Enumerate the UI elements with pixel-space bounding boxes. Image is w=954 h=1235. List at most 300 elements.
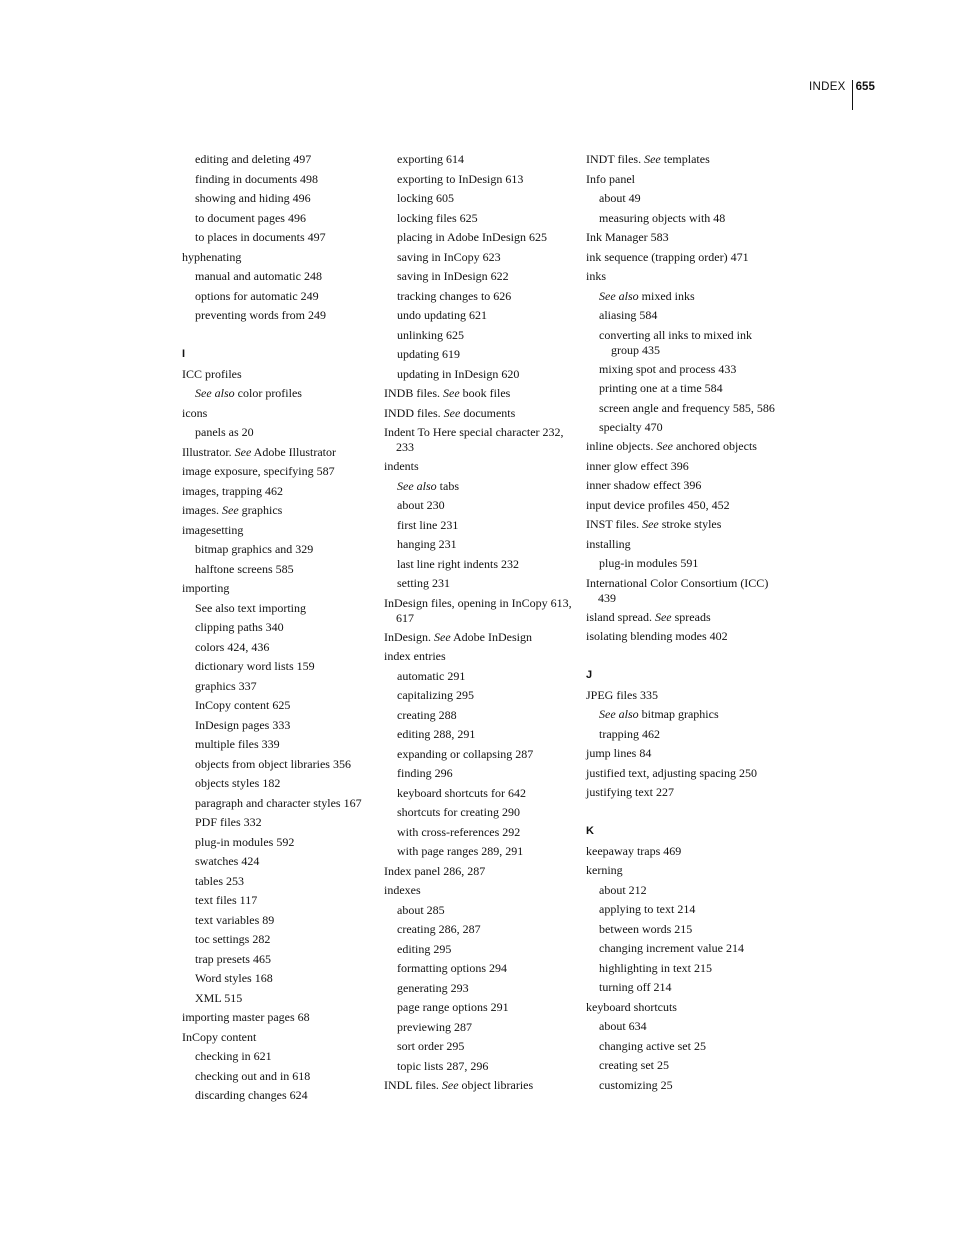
entry-text: importing xyxy=(182,581,230,595)
index-subentry xyxy=(586,961,776,976)
entry-text: options for automatic 249 xyxy=(195,288,319,303)
entry-term: Illustrator. xyxy=(182,444,232,459)
index-subentry xyxy=(182,425,377,440)
entry-text: clipping paths 340 xyxy=(195,620,284,634)
cross-reference-label: See xyxy=(654,609,672,624)
index-subentry xyxy=(384,269,579,284)
index-subentry xyxy=(384,328,579,343)
index-subentry xyxy=(182,815,377,830)
index-entry xyxy=(586,459,776,474)
index-subentry xyxy=(586,211,776,226)
entry-text: spreads xyxy=(674,609,711,624)
entry-text: plug-in modules 592 xyxy=(195,834,295,849)
index-subentry xyxy=(182,211,377,226)
index-entry xyxy=(586,517,776,532)
index-entry xyxy=(384,864,579,879)
entry-text: justified text, adjusting spacing 250 xyxy=(586,765,757,780)
index-subentry xyxy=(384,1020,579,1035)
entry-text: paragraph and character styles 167 xyxy=(195,795,362,810)
index-subentry xyxy=(384,766,579,781)
index-subentry xyxy=(384,289,579,304)
index-subentry xyxy=(586,727,776,742)
entry-text: updating in InDesign 620 xyxy=(397,366,520,381)
index-subentry xyxy=(586,941,776,956)
entry-term: inline objects. xyxy=(586,439,654,453)
index-subentry xyxy=(182,796,377,811)
entry-text: with page ranges 289, 291 xyxy=(397,844,524,858)
index-subentry xyxy=(384,308,579,323)
index-subentry xyxy=(384,825,579,840)
index-subentry xyxy=(182,991,377,1006)
section-letter: I xyxy=(182,348,186,360)
entry-text: plug-in modules 591 xyxy=(599,556,699,570)
index-subentry xyxy=(384,805,579,820)
entry-text: graphics 337 xyxy=(195,678,257,693)
index-entry xyxy=(586,610,776,625)
index-subentry xyxy=(384,1000,579,1015)
entry-text: about 634 xyxy=(599,1019,647,1033)
entry-text: book files xyxy=(462,386,511,400)
index-entry xyxy=(384,596,579,626)
entry-text: about 212 xyxy=(599,882,647,897)
index-subentry xyxy=(182,289,377,304)
entry-text: about 285 xyxy=(397,902,445,917)
index-entry xyxy=(586,478,776,493)
index-subentry xyxy=(182,718,377,733)
index-entry xyxy=(586,537,776,552)
entry-text: inks xyxy=(586,269,607,283)
entry-text: toc settings 282 xyxy=(195,932,271,946)
entry-text: Word styles 168 xyxy=(195,971,273,985)
index-entry xyxy=(586,766,776,781)
entry-text: keyboard shortcuts xyxy=(586,999,677,1014)
entry-text: keepaway traps 469 xyxy=(586,843,682,858)
index-subentry xyxy=(384,211,579,226)
index-entry xyxy=(384,1078,579,1093)
index-subentry xyxy=(384,669,579,684)
index-subentry xyxy=(182,1069,377,1084)
entry-text: turning off 214 xyxy=(599,980,672,994)
entry-text: placing in Adobe InDesign 625 xyxy=(397,230,547,244)
index-subentry xyxy=(586,289,776,304)
entry-text: images, trapping 462 xyxy=(182,483,283,498)
entry-text: objects from object libraries 356 xyxy=(195,756,351,771)
index-entry xyxy=(182,1010,377,1025)
entry-text: preventing words from 249 xyxy=(195,308,326,322)
index-subentry xyxy=(586,1039,776,1054)
index-subentry xyxy=(384,708,579,723)
cross-reference-label: See xyxy=(222,503,239,517)
index-subentry xyxy=(586,902,776,917)
entry-text: highlighting in text 215 xyxy=(599,960,712,975)
index-subentry xyxy=(384,172,579,187)
entry-text: multiple files 339 xyxy=(195,737,280,751)
entry-text: measuring objects with 48 xyxy=(599,210,726,225)
entry-text: topic lists 287, 296 xyxy=(397,1058,489,1073)
entry-text: InDesign files, opening in InCopy 613, 617 xyxy=(384,595,572,625)
index-subentry xyxy=(384,347,579,362)
entry-text: changing active set 25 xyxy=(599,1038,706,1053)
index-entry xyxy=(586,498,776,513)
entry-term: INDD files. xyxy=(384,405,441,420)
index-entry xyxy=(182,581,377,596)
entry-text: editing 288, 291 xyxy=(397,727,476,741)
entry-text: JPEG files 335 xyxy=(586,687,658,702)
index-subentry xyxy=(384,688,579,703)
index-subentry xyxy=(384,367,579,382)
index-entry xyxy=(586,439,776,454)
index-subentry xyxy=(182,230,377,245)
entry-text: exporting 614 xyxy=(397,152,464,166)
index-subentry xyxy=(586,328,776,358)
entry-text: formatting options 294 xyxy=(397,961,507,975)
entry-text: checking in 621 xyxy=(195,1049,272,1063)
entry-text: indexes xyxy=(384,883,421,897)
index-subentry xyxy=(384,1059,579,1074)
index-subentry xyxy=(384,1039,579,1054)
index-entry xyxy=(182,445,377,460)
index-subentry xyxy=(384,152,579,167)
entry-text: mixed inks xyxy=(641,288,695,303)
entry-text: halftone screens 585 xyxy=(195,561,294,576)
entry-text: about 49 xyxy=(599,191,641,205)
index-subentry xyxy=(182,971,377,986)
index-subentry xyxy=(182,620,377,635)
entry-text: keyboard shortcuts for 642 xyxy=(397,785,526,800)
index-subentry xyxy=(384,844,579,859)
entry-text: sort order 295 xyxy=(397,1039,465,1053)
entry-text: stroke styles xyxy=(661,517,722,531)
entry-text: tabs xyxy=(439,478,459,493)
entry-term: InDesign. xyxy=(384,629,431,644)
section-letter: J xyxy=(586,669,593,681)
entry-text: last line right indents 232 xyxy=(397,556,519,571)
entry-text: generating 293 xyxy=(397,980,469,995)
index-subentry xyxy=(182,172,377,187)
entry-text: screen angle and frequency 585, 586 xyxy=(599,400,775,415)
entry-text: dictionary word lists 159 xyxy=(195,659,315,673)
entry-term: INDL files. xyxy=(384,1078,439,1092)
index-subentry xyxy=(182,601,377,616)
entry-text: mixing spot and process 433 xyxy=(599,361,737,376)
index-subentry xyxy=(182,308,377,323)
index-entry xyxy=(384,425,579,455)
entry-text: graphics xyxy=(241,503,283,517)
entry-text: expanding or collapsing 287 xyxy=(397,746,534,761)
entry-text: discarding changes 624 xyxy=(195,1088,308,1102)
entry-text: specialty 470 xyxy=(599,419,663,434)
entry-text: checking out and in 618 xyxy=(195,1068,311,1083)
index-subentry xyxy=(182,776,377,791)
entry-text: International Color Consortium (ICC) 439 xyxy=(586,575,769,605)
cross-reference-label: See xyxy=(441,1078,459,1092)
entry-text: trap presets 465 xyxy=(195,951,271,966)
index-subentry xyxy=(586,707,776,722)
cross-reference-label: See xyxy=(234,444,252,459)
index-subentry xyxy=(182,640,377,655)
entry-text: locking files 625 xyxy=(397,210,478,225)
entry-text: automatic 291 xyxy=(397,668,466,683)
entry-text: importing master pages 68 xyxy=(182,1010,310,1024)
index-subentry xyxy=(384,961,579,976)
index-subentry xyxy=(384,981,579,996)
index-subentry xyxy=(182,191,377,206)
index-entry xyxy=(586,629,776,644)
index-entry xyxy=(182,523,377,538)
index-subentry xyxy=(586,1019,776,1034)
entry-text: Adobe InDesign xyxy=(453,629,532,644)
entry-text: object libraries xyxy=(461,1078,534,1092)
entry-text: jump lines 84 xyxy=(586,746,652,760)
entry-text: isolating blending modes 402 xyxy=(586,629,728,643)
index-column-2 xyxy=(384,152,579,1098)
index-subentry xyxy=(384,537,579,552)
cross-reference-label: See also xyxy=(599,288,639,303)
entry-text: converting all inks to mixed ink group 435 xyxy=(599,327,752,357)
index-subentry xyxy=(586,980,776,995)
section-letter: K xyxy=(586,825,594,837)
cross-reference-label: See also xyxy=(195,386,235,400)
entry-text: colors 424, 436 xyxy=(195,639,270,654)
entry-text: ICC profiles xyxy=(182,366,242,381)
index-entry xyxy=(182,367,377,382)
entry-text: imagesetting xyxy=(182,522,244,537)
index-subentry xyxy=(384,786,579,801)
index-subentry xyxy=(182,913,377,928)
index-subentry xyxy=(586,401,776,416)
index-subentry xyxy=(586,191,776,206)
entry-text: installing xyxy=(586,536,631,551)
entry-text: page range options 291 xyxy=(397,1000,509,1014)
index-subentry xyxy=(384,479,579,494)
entry-text: locking 605 xyxy=(397,191,454,205)
index-subentry xyxy=(384,518,579,533)
entry-text: input device profiles 450, 452 xyxy=(586,497,730,512)
cross-reference-label: See also xyxy=(599,707,639,721)
entry-text: editing and deleting 497 xyxy=(195,152,312,166)
index-entry xyxy=(384,630,579,645)
entry-term: INDB files. xyxy=(384,386,440,400)
entry-text: between words 215 xyxy=(599,921,693,936)
entry-text: previewing 287 xyxy=(397,1019,472,1034)
index-entry xyxy=(586,230,776,245)
entry-term: INST files. xyxy=(586,517,640,531)
entry-text: indents xyxy=(384,459,419,473)
entry-text: InCopy content xyxy=(182,1029,257,1044)
entry-text: bitmap graphics xyxy=(641,707,719,721)
cross-reference-label: See xyxy=(656,439,673,453)
entry-text: with cross-references 292 xyxy=(397,824,521,839)
entry-text: panels as 20 xyxy=(195,425,254,439)
entry-text: updating 619 xyxy=(397,347,460,361)
index-subentry xyxy=(182,1088,377,1103)
index-entry xyxy=(586,152,776,167)
entry-text: saving in InDesign 622 xyxy=(397,269,509,283)
entry-text: XML 515 xyxy=(195,990,243,1005)
entry-text: documents xyxy=(463,405,516,420)
index-subentry xyxy=(384,903,579,918)
entry-text: PDF files 332 xyxy=(195,815,262,829)
index-entry xyxy=(586,688,776,703)
entry-text: kerning xyxy=(586,863,623,877)
index-entry xyxy=(586,269,776,284)
entry-text: text files 117 xyxy=(195,893,258,907)
index-entry xyxy=(384,406,579,421)
index-subentry xyxy=(586,362,776,377)
index-subentry xyxy=(384,250,579,265)
cross-reference-label: See xyxy=(642,517,659,531)
index-subentry xyxy=(384,942,579,957)
running-header xyxy=(809,80,875,110)
entry-text: aliasing 584 xyxy=(599,308,658,322)
entry-text: capitalizing 295 xyxy=(397,688,474,702)
entry-text: index entries xyxy=(384,649,446,663)
entry-text: InDesign pages 333 xyxy=(195,717,291,732)
index-subentry xyxy=(586,420,776,435)
entry-text: creating set 25 xyxy=(599,1058,669,1072)
entry-text: showing and hiding 496 xyxy=(195,191,311,205)
entry-text: text variables 89 xyxy=(195,912,275,927)
index-subentry xyxy=(586,1058,776,1073)
entry-text: Index panel 286, 287 xyxy=(384,863,486,878)
index-subentry xyxy=(384,727,579,742)
entry-text: changing increment value 214 xyxy=(599,941,744,955)
entry-text: InCopy content 625 xyxy=(195,698,291,712)
index-subentry xyxy=(182,152,377,167)
index-subentry xyxy=(384,922,579,937)
index-entry xyxy=(384,459,579,474)
index-subentry xyxy=(384,191,579,206)
entry-text: finding in documents 498 xyxy=(195,171,318,186)
index-entry xyxy=(384,386,579,401)
index-entry xyxy=(586,172,776,187)
entry-text: Ink Manager 583 xyxy=(586,230,669,244)
cross-reference-label: See xyxy=(434,629,451,644)
index-entry xyxy=(586,785,776,800)
entry-text: finding 296 xyxy=(397,766,453,780)
index-subentry xyxy=(586,922,776,937)
entry-text: color profiles xyxy=(237,386,302,400)
entry-text: trapping 462 xyxy=(599,726,660,741)
index-subentry xyxy=(182,932,377,947)
index-subentry xyxy=(384,498,579,513)
entry-text: manual and automatic 248 xyxy=(195,269,322,283)
index-subentry xyxy=(182,269,377,284)
entry-text: creating 286, 287 xyxy=(397,922,481,936)
entry-text: bitmap graphics and 329 xyxy=(195,542,314,556)
entry-text: anchored objects xyxy=(675,439,757,453)
entry-text: justifying text 227 xyxy=(586,785,674,799)
entry-text: hyphenating xyxy=(182,249,242,264)
entry-text: swatches 424 xyxy=(195,854,260,868)
index-entry xyxy=(384,883,579,898)
entry-text: Info panel xyxy=(586,171,635,186)
index-entry xyxy=(182,250,377,265)
entry-term: island spread. xyxy=(586,609,652,624)
index-subentry xyxy=(384,230,579,245)
index-entry xyxy=(182,406,377,421)
entry-text: tracking changes to 626 xyxy=(397,288,512,303)
entry-text: first line 231 xyxy=(397,517,459,532)
index-entry xyxy=(586,576,776,606)
index-subentry xyxy=(182,737,377,752)
entry-text: inner glow effect 396 xyxy=(586,458,689,473)
entry-text: printing one at a time 584 xyxy=(599,381,723,395)
cross-reference-label: See xyxy=(443,386,460,400)
entry-text: Adobe Illustrator xyxy=(253,444,336,459)
cross-reference-label: See xyxy=(644,152,661,166)
index-subentry xyxy=(586,1078,776,1093)
index-subentry xyxy=(586,381,776,396)
page-number: 655 xyxy=(855,81,875,93)
index-subentry xyxy=(182,757,377,772)
index-entry xyxy=(182,484,377,499)
index-entry xyxy=(182,1030,377,1045)
entry-text: to document pages 496 xyxy=(195,210,306,225)
index-subentry xyxy=(182,562,377,577)
header-section-label: INDEX xyxy=(809,81,846,93)
entry-text: exporting to InDesign 613 xyxy=(397,171,524,186)
entry-text: customizing 25 xyxy=(599,1077,673,1092)
index-entry xyxy=(586,746,776,761)
entry-text: unlinking 625 xyxy=(397,327,465,342)
entry-text: objects styles 182 xyxy=(195,776,281,790)
index-entry xyxy=(586,844,776,859)
index-subentry xyxy=(182,542,377,557)
cross-reference-label: See xyxy=(443,405,461,420)
index-entry xyxy=(586,1000,776,1015)
index-entry xyxy=(182,464,377,479)
entry-text: Indent To Here special character 232, 233 xyxy=(384,425,564,454)
index-subentry xyxy=(586,883,776,898)
index-subentry xyxy=(384,557,579,572)
index-subentry xyxy=(182,386,377,401)
index-subentry xyxy=(586,308,776,323)
entry-text: setting 231 xyxy=(397,576,450,590)
entry-text: tables 253 xyxy=(195,873,244,888)
cross-reference-label: See also xyxy=(397,478,437,493)
entry-text: inner shadow effect 396 xyxy=(586,478,702,492)
index-subentry xyxy=(586,556,776,571)
entry-text: templates xyxy=(663,152,710,166)
index-subentry xyxy=(182,952,377,967)
index-entry xyxy=(384,649,579,664)
entry-text: saving in InCopy 623 xyxy=(397,249,501,264)
entry-text: about 230 xyxy=(397,498,445,512)
index-subentry xyxy=(182,893,377,908)
entry-text: applying to text 214 xyxy=(599,902,696,916)
index-subentry xyxy=(182,874,377,889)
entry-text: icons xyxy=(182,405,208,420)
entry-text: editing 295 xyxy=(397,941,452,956)
entry-text: to places in documents 497 xyxy=(195,230,326,244)
index-subentry xyxy=(182,854,377,869)
entry-term: INDT files. xyxy=(586,152,642,166)
index-subentry xyxy=(182,835,377,850)
index-entry xyxy=(182,503,377,518)
index-subentry xyxy=(384,747,579,762)
entry-term: images. xyxy=(182,503,219,517)
index-subentry xyxy=(384,576,579,591)
index-entry xyxy=(586,250,776,265)
index-subentry xyxy=(182,659,377,674)
entry-text: ink sequence (trapping order) 471 xyxy=(586,249,749,264)
entry-text: See also text importing xyxy=(195,600,306,615)
index-subentry xyxy=(182,698,377,713)
entry-text: creating 288 xyxy=(397,707,457,722)
index-subentry xyxy=(182,679,377,694)
entry-text: undo updating 621 xyxy=(397,308,487,322)
